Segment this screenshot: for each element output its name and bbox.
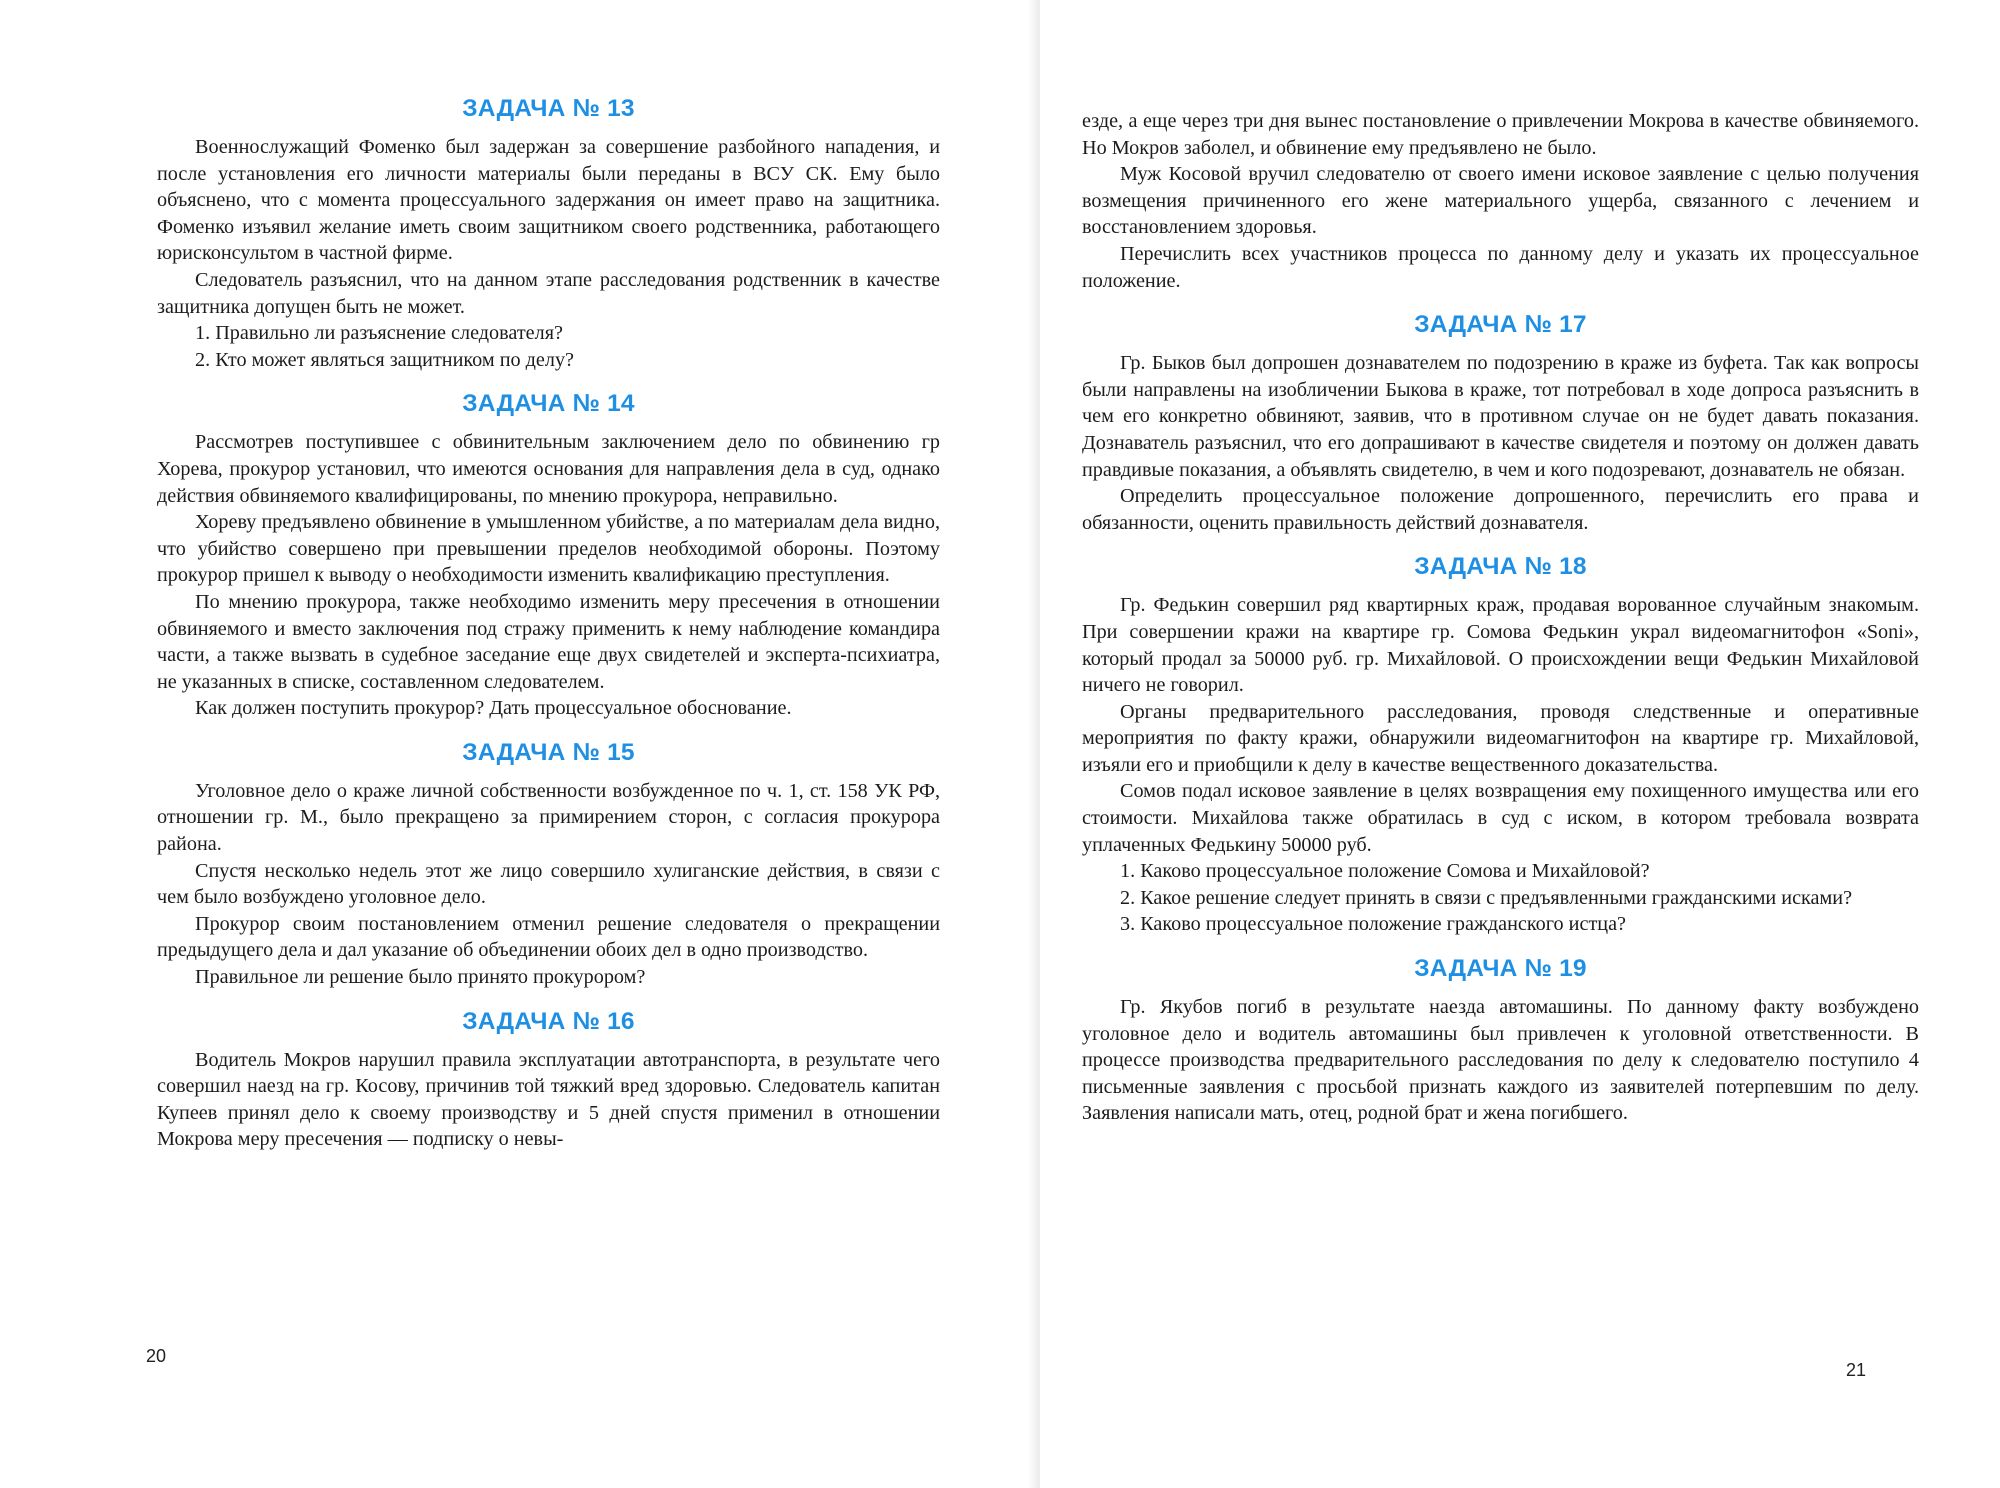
task-19 <box>1082 952 1919 1127</box>
task-13 <box>157 92 940 373</box>
task-15-question: Правильное ли решение было принято прокурором? <box>195 966 646 989</box>
task-17-paragraph: Гр. Быков был допрошен дознавателем по подозрению в краже из буфета. Так как вопросы были направлены на изобличении Быкова в краже, тот потребовал в ходе допроса разъяснить в чем его конкретно обвиняют, заявив, что в противном случае он не будет давать показания. Дознаватель разъяснил, что его допрашивают в качестве свидетеля и поэтому он должен давать правдивые показания, а объявлять свидетелю, в чем и кого подозревают, дознаватель не обязан. <box>1082 352 1919 481</box>
task-16 <box>157 1005 940 1153</box>
left-page-column <box>157 92 940 1167</box>
task-13-paragraph: Следователь разъяснил, что на данном этапе расследования родственник в качестве защитника допущен быть не может. <box>157 268 940 318</box>
task-15 <box>157 736 940 991</box>
task-14-question: Как должен поступить прокурор? Дать процессуальное обоснование. <box>195 697 792 720</box>
right-page-column <box>1082 108 1919 1141</box>
task-18-title: ЗАДАЧА № 18 <box>1414 553 1587 581</box>
right-page <box>1040 0 2000 1488</box>
task-17 <box>1082 308 1919 536</box>
task-18-paragraph: Сомов подал исковое заявление в целях возвращения ему похищенного имущества или его стоимости. Михайлова также обратилась в суд с иском, в котором требовала возврата уплаченных Федькину 50000 руб. <box>1082 780 1919 856</box>
task-19-title: ЗАДАЧА № 19 <box>1414 955 1587 983</box>
task-13-title: ЗАДАЧА № 13 <box>462 95 635 122</box>
task-15-paragraph: Спустя несколько недель этот же лицо совершило хулиганские действия, в связи с чем было возбуждено уголовное дело. <box>157 859 940 909</box>
task-14-paragraph: По мнению прокурора, также необходимо изменить меру пресечения в отношении обвиняемого и вместо заключения под стражу применить к нему наблюдение командира части, а также вызвать в судебное заседание еще двух свидетелей и эксперта-психиатра, не указанных в списке, составленном следователем. <box>157 590 940 693</box>
task-17-question: Определить процессуальное положение допрошенного, перечислить его права и обязанности, оценить правильность действий дознавателя. <box>1082 485 1919 534</box>
page-number-right: 21 <box>1846 1360 1867 1380</box>
task-18-question: 2. Какое решение следует принять в связи с предъявленными гражданскими исками? <box>1120 886 1853 909</box>
task-13-paragraph: Военнослужащий Фоменко был задержан за совершение разбойного нападения, и после установления его личности материалы были переданы в ВСУ СК. Ему было объяснено, что с момента процессуального задержания он имеет право на защитника. Фоменко изъявил желание иметь своим защитником своего родственника, работающего юрисконсультом в частной фирме. <box>157 136 940 265</box>
task-13-question: 1. Правильно ли разъяснение следователя? <box>195 322 563 345</box>
task-16-paragraph: Водитель Мокров нарушил правила эксплуатации автотранспорта, в результате чего совершил наезд на гр. Косову, причинив той тяжкий вред здоровью. Следователь капитан Купеев принял дело к своему производству и 5 дней спустя применил в отношении Мокрова меру пресечения — подписку о невы- <box>157 1048 940 1151</box>
task-17-title: ЗАДАЧА № 17 <box>1414 311 1587 339</box>
task-13-question: 2. Кто может являться защитником по делу? <box>195 348 575 371</box>
task-18-question: 3. Каково процессуальное положение гражданского истца? <box>1120 913 1626 936</box>
task-19-paragraph: Гр. Якубов погиб в результате наезда автомашины. По данному факту возбуждено уголовное дело и водитель автомашины был привлечен к уголовной ответственности. В процессе производства предварительного расследования по делу к следователю поступило 4 письменные заявления с просьбой признать каждого из заявителей потерпевшим по делу. Заявления написали мать, отец, родной брат и жена погибшего. <box>1082 996 1919 1125</box>
task-15-title: ЗАДАЧА № 15 <box>462 738 635 766</box>
task-14-title: ЗАДАЧА № 14 <box>462 390 635 418</box>
task-18 <box>1082 550 1919 938</box>
page-number-left: 20 <box>146 1346 167 1366</box>
task-14 <box>157 387 940 722</box>
task-18-question: 1. Каково процессуальное положение Сомова и Михайловой? <box>1120 860 1650 883</box>
task-18-paragraph: Органы предварительного расследования, проводя следственные и оперативные мероприятия по факту кражи, обнаружили видеомагнитофон на квартире гр. Михайловой, изъяли его и приобщили к делу в качестве вещественного доказательства. <box>1082 700 1919 776</box>
task-14-paragraph: Хореву предъявлено обвинение в умышленном убийстве, а по материалам дела видно, что убийство совершено при превышении пределов необходимой обороны. Поэтому прокурор пришел к выводу о необходимости изменить квалификацию преступления. <box>157 511 940 587</box>
task-16-question: Перечислить всех участников процесса по данному делу и указать их процессуальное положение. <box>1082 242 1919 292</box>
task-16-paragraph: Муж Косовой вручил следователю от своего имени исковое заявление с целью получения возмещения причиненного его жене материального ущерба, связанного с лечением и восстановлением здоровья. <box>1082 163 1919 239</box>
task-16-continuation <box>1082 108 1919 294</box>
task-14-paragraph: Рассмотрев поступившее с обвинительным заключением дело по обвинению гр Хорева, прокурор установил, что имеются основания для направления дела в суд, однако действия обвиняемого квалифицированы, по мнению прокурора, неправильно. <box>157 431 940 507</box>
task-15-paragraph: Прокурор своим постановлением отменил решение следователя о прекращении предыдущего дела и дал указание об объединении обоих дел в одно производство. <box>157 912 940 962</box>
task-16-continued-paragraph: езде, а еще через три дня вынес постановление о привлечении Мокрова в качестве обвиняемого. Но Мокров заболел, и обвинение ему предъявлено не было. <box>1082 110 1919 159</box>
task-18-paragraph: Гр. Федькин совершил ряд квартирных краж, продавая ворованное случайным знакомым. При совершении кражи на квартире гр. Сомова Федькин украл видеомагнитофон «Soni», который продал за 50000 руб. гр. Михайловой. О происхождении вещи Федькин Михайловой ничего не говорил. <box>1082 594 1919 697</box>
task-16-title: ЗАДАЧА № 16 <box>462 1007 635 1035</box>
task-15-paragraph: Уголовное дело о краже личной собственности возбужденное по ч. 1, ст. 158 УК РФ, отношении гр. М., было прекращено за примирением сторон, с согласия прокурора района. <box>157 779 940 856</box>
